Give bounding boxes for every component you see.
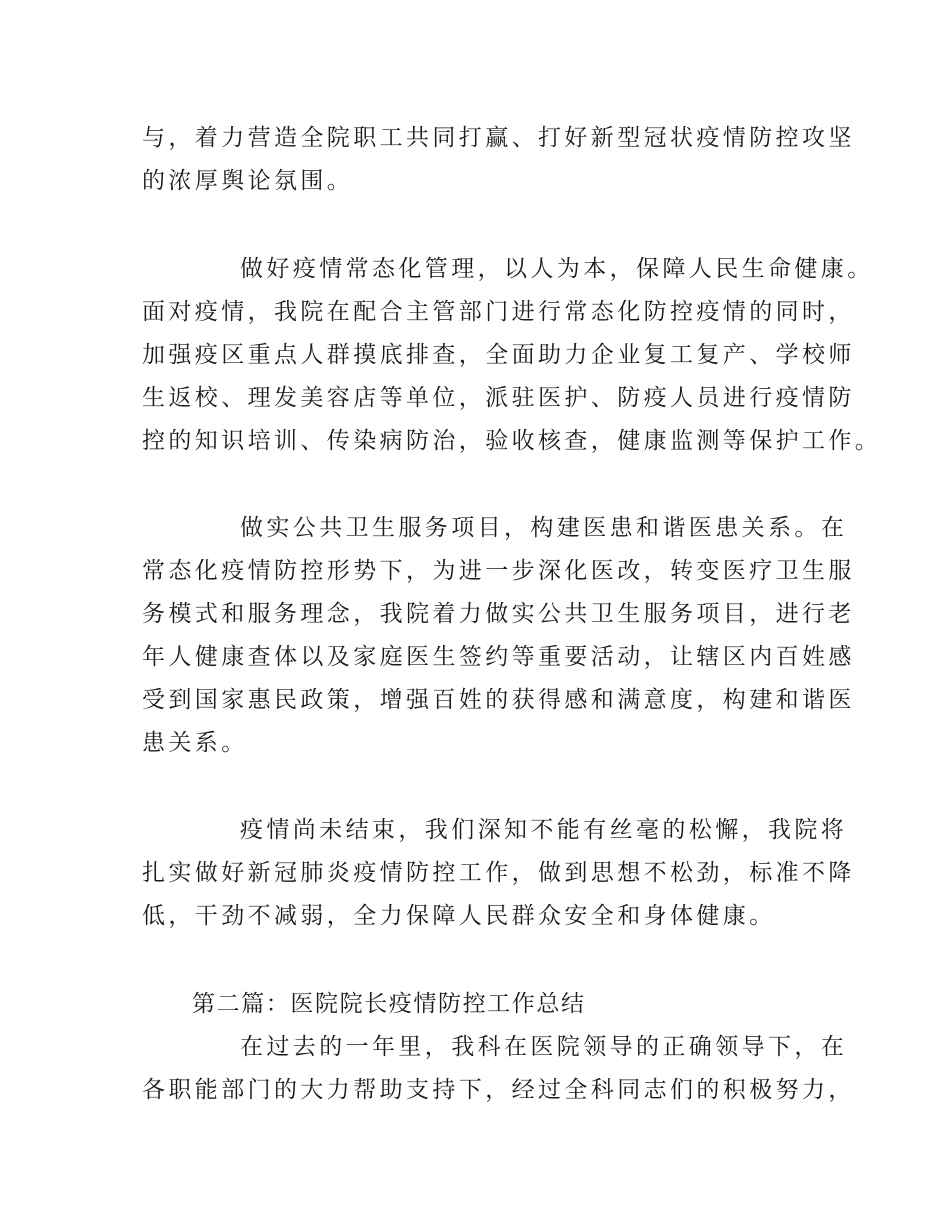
paragraph-2-line-1: 做好疫情常态化管理，以人为本，保障人民生命健康。 <box>240 256 874 282</box>
final-paragraph-line-2: 各职能部门的大力帮助支持下，经过全科同志们的积极努力， <box>142 1077 855 1103</box>
paragraph-3-line-4: 年人健康查体以及家庭医生签约等重要活动，让辖区内百姓感 <box>142 644 855 670</box>
paragraph-2-line-2: 面对疫情，我院在配合主管部门进行常态化防控疫情的同时， <box>142 299 855 325</box>
paragraph-3-line-6: 患关系。 <box>142 730 248 756</box>
paragraph-2-line-5: 控的知识培训、传染病防治，验收核查，健康监测等保护工作。 <box>142 428 882 454</box>
paragraph-2-line-3: 加强疫区重点人群摸底排查，全面助力企业复工复产、学校师 <box>142 342 855 368</box>
section-heading: 第二篇：医院院长疫情防控工作总结 <box>192 991 586 1017</box>
paragraph-1-line-1: 与，着力营造全院职工共同打赢、打好新型冠状疫情防控攻坚 <box>142 125 855 151</box>
paragraph-4-line-3: 低，干劲不减弱，全力保障人民群众安全和身体健康。 <box>142 903 776 929</box>
paragraph-1-line-2: 的浓厚舆论氛围。 <box>142 168 354 194</box>
paragraph-4-line-2: 扎实做好新冠肺炎疫情防控工作，做到思想不松劲，标准不降 <box>142 860 855 886</box>
paragraph-2-line-4: 生返校、理发美容店等单位，派驻医护、防疫人员进行疫情防 <box>142 385 855 411</box>
paragraph-3-line-1: 做实公共卫生服务项目，构建医患和谐医患关系。在 <box>240 515 848 541</box>
paragraph-4-line-1: 疫情尚未结束，我们深知不能有丝毫的松懈，我院将 <box>240 817 848 843</box>
paragraph-3-line-5: 受到国家惠民政策，增强百姓的获得感和满意度，构建和谐医 <box>142 687 855 713</box>
paragraph-3-line-3: 务模式和服务理念，我院着力做实公共卫生服务项目，进行老 <box>142 601 855 627</box>
final-paragraph-line-1: 在过去的一年里，我科在医院领导的正确领导下，在 <box>240 1034 848 1060</box>
paragraph-3-line-2: 常态化疫情防控形势下，为进一步深化医改，转变医疗卫生服 <box>142 558 855 584</box>
